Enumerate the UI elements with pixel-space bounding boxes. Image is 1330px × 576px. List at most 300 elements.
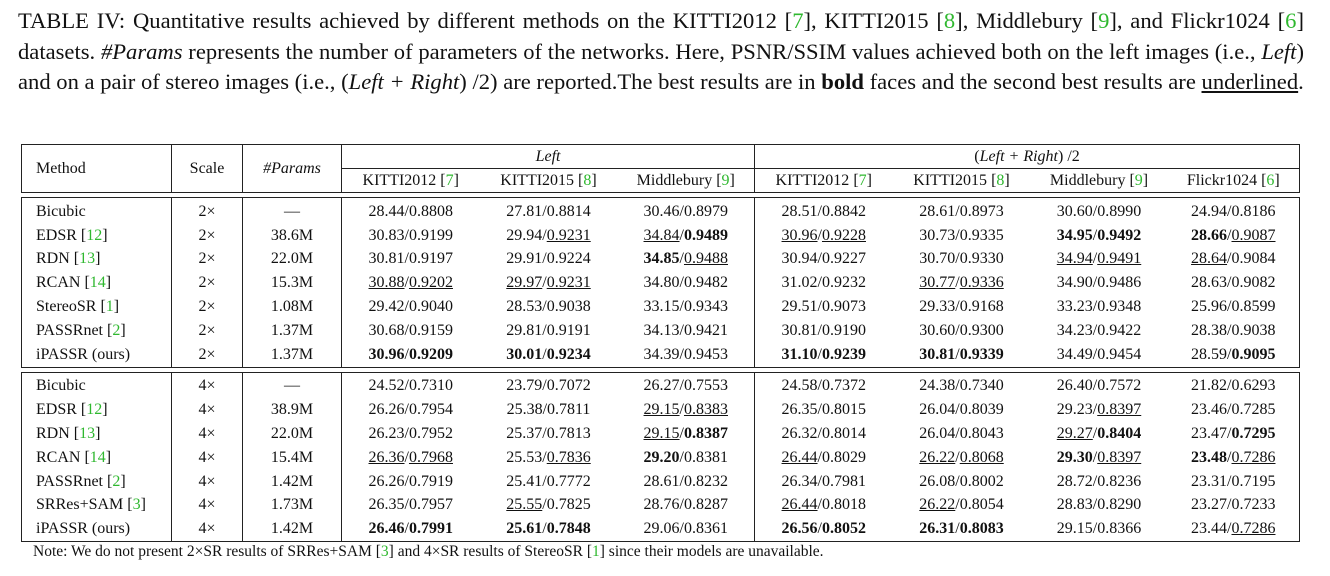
ssim-value: 0.7233 [1231, 496, 1276, 514]
params-cell: 38.9M [243, 398, 342, 422]
table-group-2x [22, 193, 1300, 368]
citation-link[interactable]: 9 [1134, 171, 1143, 189]
psnr-value: 25.53 [506, 448, 543, 466]
citation-link[interactable]: 2 [112, 321, 121, 339]
ssim-value: 0.9489 [683, 226, 728, 244]
ssim-value: 0.9095 [1231, 345, 1276, 363]
psnr-value: 34.13 [643, 321, 680, 339]
ssim-value: 0.9168 [959, 298, 1004, 316]
metric-cell: 26.35/0.8015 [781, 401, 866, 419]
table-note: Note: We do not present 2×SR results of SRRes+SAM [3] and 4×SR results of StereoSR [1] since their models are unavailable. [33, 543, 824, 560]
ssim-value: 0.7919 [408, 472, 453, 490]
psnr-value: 25.96 [1191, 298, 1228, 316]
psnr-value: 30.60 [919, 321, 956, 339]
metric-cell: 29.15/0.8366 [1031, 517, 1168, 541]
metric-cell: 28.76/0.8287 [618, 494, 755, 518]
metric-cell: 30.70/0.9330 [919, 250, 1004, 268]
ssim-value: 0.7285 [1231, 401, 1276, 419]
scale-cell: 4× [172, 398, 243, 422]
metric-cell: 28.44/0.8808 [368, 202, 453, 220]
table-row [22, 295, 1300, 319]
ssim-value: 0.8043 [959, 425, 1004, 443]
caption-label: TABLE IV: [18, 8, 126, 33]
citation-link[interactable]: 7 [858, 171, 867, 189]
psnr-value: 30.01 [506, 345, 543, 363]
method-cell: PASSRnet [2] [22, 319, 172, 343]
metric-cell: 25.37/0.7813 [506, 425, 591, 443]
ssim-value: 0.9300 [959, 321, 1004, 339]
table-row [22, 224, 1300, 248]
psnr-value: 30.60 [1056, 202, 1093, 220]
psnr-value: 30.94 [781, 250, 818, 268]
metric-cell: 29.81/0.9191 [506, 321, 591, 339]
metric-cell: 34.39/0.9453 [618, 343, 755, 367]
ssim-value: 0.9492 [1097, 226, 1142, 244]
ssim-value: 0.8029 [821, 448, 866, 466]
psnr-value: 34.39 [643, 345, 680, 363]
params-cell: 1.08M [243, 295, 342, 319]
psnr-value: 26.40 [1056, 377, 1093, 395]
metric-cell: 30.96/0.9209 [342, 343, 480, 367]
ssim-value: 0.9159 [408, 321, 453, 339]
ssim-value: 0.7572 [1097, 377, 1142, 395]
method-cell: RDN [13] [22, 248, 172, 272]
metric-cell: 26.04/0.8039 [919, 401, 1004, 419]
column-header-dataset: Flickr1024 [6] [1168, 169, 1300, 193]
ssim-value: 0.7836 [546, 448, 591, 466]
results-table [21, 144, 1300, 542]
ssim-value: 0.9224 [546, 250, 591, 268]
psnr-value: 29.27 [1056, 425, 1093, 443]
metric-cell: 29.42/0.9040 [368, 298, 453, 316]
ssim-value: 0.7072 [546, 377, 591, 395]
citation-link[interactable]: 14 [89, 274, 106, 292]
table-row [22, 517, 1300, 541]
ssim-value: 0.9231 [546, 226, 591, 244]
ssim-value: 0.9330 [959, 250, 1004, 268]
psnr-value: 30.70 [919, 250, 956, 268]
metric-cell: 26.31/0.8083 [893, 517, 1031, 541]
citation-link[interactable]: 2 [112, 472, 121, 490]
metric-cell: 23.27/0.7233 [1168, 494, 1300, 518]
ssim-value: 0.8068 [959, 448, 1004, 466]
ssim-value: 0.7981 [821, 472, 866, 490]
params-cell: 1.37M [243, 319, 342, 343]
ssim-value: 0.9228 [821, 226, 866, 244]
metric-cell: 29.15/0.8387 [618, 422, 755, 446]
metric-cell: 29.27/0.8404 [1056, 425, 1142, 443]
psnr-value: 34.85 [643, 250, 680, 268]
ssim-value: 0.8979 [683, 202, 728, 220]
psnr-value: 30.83 [368, 226, 405, 244]
scale-cell: 2× [172, 295, 243, 319]
scale-cell: 4× [172, 422, 243, 446]
metric-cell: 34.84/0.9489 [618, 224, 755, 248]
method-cell: Bicubic [22, 198, 172, 224]
ssim-value: 0.7952 [408, 425, 453, 443]
citation-link[interactable]: 14 [89, 448, 106, 466]
psnr-value: 28.61 [643, 472, 680, 490]
psnr-value: 26.22 [919, 448, 956, 466]
ssim-value: 0.7295 [1231, 425, 1276, 443]
column-header-scale: Scale [172, 145, 243, 193]
psnr-value: 23.79 [506, 377, 543, 395]
metric-cell: 26.23/0.7952 [368, 425, 453, 443]
ssim-value: 0.7825 [546, 496, 591, 514]
ssim-value: 0.7340 [959, 377, 1004, 395]
method-cell: StereoSR [1] [22, 295, 172, 319]
metric-cell: 30.73/0.9335 [919, 226, 1004, 244]
psnr-value: 28.59 [1191, 345, 1228, 363]
column-header-dataset: Middlebury [9] [1031, 169, 1168, 193]
psnr-value: 28.83 [1056, 496, 1093, 514]
psnr-value: 26.04 [919, 401, 956, 419]
metric-cell: 24.52/0.7310 [368, 377, 453, 395]
ssim-value: 0.8015 [821, 401, 866, 419]
psnr-value: 27.81 [506, 202, 543, 220]
psnr-value: 28.64 [1191, 250, 1228, 268]
method-cell: SRRes+SAM [3] [22, 494, 172, 518]
metric-cell: 30.68/0.9159 [368, 321, 453, 339]
ssim-value: 0.8381 [683, 448, 728, 466]
metric-cell: 23.44/0.7286 [1168, 517, 1300, 541]
psnr-value: 30.88 [368, 274, 405, 292]
psnr-value: 34.95 [1056, 226, 1093, 244]
metric-cell: 29.51/0.9073 [781, 298, 866, 316]
psnr-value: 28.61 [919, 202, 956, 220]
ssim-value: 0.8186 [1231, 202, 1276, 220]
psnr-value: 28.53 [506, 298, 543, 316]
table-caption: TABLE IV: Quantitative results achieved by different methods on the KITTI2012 [7], KITTI2015 [8], Middlebury [9], and Flickr1024 [6] datasets. #Params represents the number of parameters of the networks. Here, PSNR/SSIM values achieved both on the left images (i.e., Left) and on a pair of stereo images (i.e., (Left + Right) /2) are reported.The best results are in bold faces and the second best results are underlined. [18, 8, 1304, 94]
psnr-value: 25.61 [506, 520, 543, 538]
citation-link[interactable]: 3 [380, 543, 389, 560]
ssim-value: 0.7811 [547, 401, 591, 419]
ssim-value: 0.9454 [1097, 345, 1142, 363]
ssim-value: 0.9491 [1097, 250, 1142, 268]
metric-cell: 29.15/0.8383 [618, 398, 755, 422]
psnr-value: 33.23 [1056, 298, 1093, 316]
psnr-value: 30.81 [919, 345, 956, 363]
psnr-value: 29.42 [368, 298, 405, 316]
citation-link[interactable]: 9 [1098, 8, 1110, 33]
metric-cell: 31.10/0.9239 [755, 343, 893, 367]
ssim-value: 0.9038 [1231, 321, 1276, 339]
psnr-value: 26.36 [368, 448, 405, 466]
metric-cell: 29.20/0.8381 [618, 446, 755, 470]
citation-link[interactable]: 12 [86, 226, 103, 244]
metric-cell: 30.77/0.9336 [919, 274, 1004, 292]
psnr-value: 28.72 [1056, 472, 1093, 490]
params-cell: 1.42M [243, 517, 342, 541]
metric-cell: 30.83/0.9199 [368, 226, 453, 244]
scale-cell: 2× [172, 198, 243, 224]
metric-cell: 29.23/0.8397 [1056, 401, 1142, 419]
metric-cell: 25.96/0.8599 [1168, 295, 1300, 319]
ssim-value: 0.8397 [1097, 401, 1142, 419]
psnr-value: 28.76 [643, 496, 680, 514]
citation-link[interactable]: 6 [1266, 171, 1275, 189]
table-row [22, 494, 1300, 518]
metric-cell: 27.81/0.8814 [506, 202, 591, 220]
ssim-value: 0.9038 [546, 298, 591, 316]
method-cell: RCAN [14] [22, 446, 172, 470]
column-header-params: #Params [243, 145, 342, 193]
psnr-value: 31.02 [781, 274, 818, 292]
scale-cell: 2× [172, 224, 243, 248]
scale-cell: 2× [172, 248, 243, 272]
metric-cell: 21.82/0.6293 [1168, 372, 1300, 398]
ssim-value: 0.8287 [683, 496, 728, 514]
psnr-value: 34.23 [1056, 321, 1093, 339]
table-group-4x [22, 367, 1300, 542]
psnr-value: 26.44 [781, 448, 818, 466]
ssim-value: 0.8973 [959, 202, 1004, 220]
method-cell: RCAN [14] [22, 271, 172, 295]
scale-cell: 4× [172, 372, 243, 398]
ssim-value: 0.7286 [1231, 448, 1276, 466]
psnr-value: 24.52 [368, 377, 405, 395]
psnr-value: 34.49 [1056, 345, 1093, 363]
metric-cell: 26.44/0.8029 [781, 448, 866, 466]
ssim-value: 0.9082 [1231, 274, 1276, 292]
ssim-value: 0.7957 [408, 496, 453, 514]
metric-cell: 26.56/0.8052 [755, 517, 893, 541]
metric-cell: 30.01/0.9234 [480, 343, 618, 367]
metric-cell: 26.08/0.8002 [919, 472, 1004, 490]
table-row [22, 446, 1300, 470]
metric-cell: 23.79/0.7072 [506, 377, 591, 395]
psnr-value: 25.41 [506, 472, 543, 490]
ssim-value: 0.9335 [959, 226, 1004, 244]
metric-cell: 30.60/0.8990 [1056, 202, 1142, 220]
psnr-value: 29.94 [506, 226, 543, 244]
group-header-left: Left [342, 145, 755, 169]
ssim-value: 0.7991 [408, 520, 453, 538]
ssim-value: 0.9209 [408, 345, 453, 363]
ssim-value: 0.7954 [408, 401, 453, 419]
ssim-value: 0.6293 [1231, 377, 1276, 395]
metric-cell: 26.26/0.7954 [368, 401, 453, 419]
ssim-value: 0.9336 [959, 274, 1004, 292]
scale-cell: 2× [172, 319, 243, 343]
metric-cell: 25.41/0.7772 [506, 472, 591, 490]
ssim-value: 0.8014 [821, 425, 866, 443]
ssim-value: 0.7553 [683, 377, 728, 395]
metric-cell: 24.38/0.7340 [919, 377, 1004, 395]
metric-cell: 34.85/0.9488 [618, 248, 755, 272]
params-cell: 15.4M [243, 446, 342, 470]
params-cell: 15.3M [243, 271, 342, 295]
psnr-value: 29.15 [643, 425, 680, 443]
column-header-method: Method [22, 145, 172, 193]
psnr-value: 26.08 [919, 472, 956, 490]
params-cell: — [243, 372, 342, 398]
ssim-value: 0.7286 [1231, 520, 1276, 538]
citation-link[interactable]: 3 [132, 496, 141, 514]
metric-cell: 26.22/0.8068 [919, 448, 1004, 466]
metric-cell: 29.97/0.9231 [506, 274, 591, 292]
psnr-value: 30.77 [919, 274, 956, 292]
psnr-value: 34.94 [1056, 250, 1093, 268]
metric-cell: 34.23/0.9422 [1056, 321, 1142, 339]
metric-cell: 26.46/0.7991 [342, 517, 480, 541]
psnr-value: 26.46 [368, 520, 405, 538]
ssim-value: 0.9087 [1231, 226, 1276, 244]
ssim-value: 0.7968 [408, 448, 453, 466]
scale-cell: 4× [172, 446, 243, 470]
table-row [22, 271, 1300, 295]
metric-cell: 34.94/0.9491 [1056, 250, 1142, 268]
column-header-dataset: KITTI2012 [7] [342, 169, 480, 193]
psnr-value: 25.55 [506, 496, 543, 514]
psnr-value: 31.10 [781, 345, 818, 363]
metric-cell: 28.83/0.8290 [1056, 496, 1142, 514]
metric-cell: 30.81/0.9197 [368, 250, 453, 268]
psnr-value: 23.48 [1191, 448, 1228, 466]
params-cell: 1.73M [243, 494, 342, 518]
ssim-value: 0.9202 [408, 274, 453, 292]
metric-cell: 28.66/0.9087 [1168, 224, 1300, 248]
ssim-value: 0.9422 [1097, 321, 1142, 339]
ssim-value: 0.9486 [1097, 274, 1142, 292]
table-row [22, 343, 1300, 367]
citation-link[interactable]: 8 [943, 8, 956, 33]
metric-cell: 28.64/0.9084 [1168, 248, 1300, 272]
metric-cell: 24.58/0.7372 [781, 377, 866, 395]
psnr-value: 26.26 [368, 472, 405, 490]
ssim-value: 0.8383 [683, 401, 728, 419]
metric-cell: 33.23/0.9348 [1056, 298, 1142, 316]
ssim-value: 0.9040 [408, 298, 453, 316]
metric-cell: 24.94/0.8186 [1168, 198, 1300, 224]
table-row [22, 372, 1300, 398]
citation-link[interactable]: 6 [1285, 8, 1297, 33]
psnr-value: 25.38 [506, 401, 543, 419]
psnr-value: 26.26 [368, 401, 405, 419]
citation-link[interactable]: 9 [721, 171, 730, 189]
psnr-value: 24.58 [781, 377, 818, 395]
ssim-value: 0.9073 [821, 298, 866, 316]
psnr-value: 28.63 [1191, 274, 1228, 292]
metric-cell: 28.63/0.9082 [1168, 271, 1300, 295]
ssim-value: 0.9453 [683, 345, 728, 363]
ssim-value: 0.9339 [959, 345, 1004, 363]
ssim-value: 0.7848 [546, 520, 591, 538]
metric-cell: 25.38/0.7811 [506, 401, 591, 419]
ssim-value: 0.9227 [821, 250, 866, 268]
citation-link[interactable]: 12 [86, 401, 103, 419]
psnr-value: 28.44 [368, 202, 405, 220]
psnr-value: 26.44 [781, 496, 818, 514]
metric-cell: 28.38/0.9038 [1168, 319, 1300, 343]
psnr-value: 25.37 [506, 425, 543, 443]
psnr-value: 30.46 [643, 202, 680, 220]
method-cell: iPASSR (ours) [22, 517, 172, 541]
psnr-value: 29.97 [506, 274, 543, 292]
ssim-value: 0.7195 [1231, 472, 1276, 490]
psnr-value: 26.34 [781, 472, 818, 490]
ssim-value: 0.9191 [546, 321, 591, 339]
citation-link[interactable]: 8 [583, 171, 592, 189]
psnr-value: 30.73 [919, 226, 956, 244]
psnr-value: 26.22 [919, 496, 956, 514]
metric-cell: 34.95/0.9492 [1056, 226, 1142, 244]
citation-link[interactable]: 13 [79, 250, 96, 268]
metric-cell: 23.48/0.7286 [1168, 446, 1300, 470]
citation-link[interactable]: 1 [105, 298, 114, 316]
citation-link[interactable]: 13 [79, 425, 96, 443]
psnr-value: 26.56 [781, 520, 818, 538]
scale-cell: 2× [172, 343, 243, 367]
ssim-value: 0.8599 [1231, 298, 1276, 316]
metric-cell: 30.88/0.9202 [368, 274, 453, 292]
citation-link[interactable]: 7 [792, 8, 804, 33]
psnr-value: 26.04 [919, 425, 956, 443]
metric-cell: 28.53/0.9038 [506, 298, 591, 316]
citation-link[interactable]: 8 [996, 171, 1005, 189]
metric-cell: 30.94/0.9227 [781, 250, 866, 268]
metric-cell: 26.27/0.7553 [618, 372, 755, 398]
column-header-dataset: KITTI2015 [8] [893, 169, 1031, 193]
psnr-value: 28.51 [781, 202, 818, 220]
table-row [22, 422, 1300, 446]
ssim-value: 0.9421 [683, 321, 728, 339]
table-row [22, 319, 1300, 343]
psnr-value: 26.32 [781, 425, 818, 443]
metric-cell: 23.31/0.7195 [1168, 470, 1300, 494]
psnr-value: 26.35 [781, 401, 818, 419]
citation-link[interactable]: 1 [592, 543, 600, 560]
psnr-value: 30.81 [781, 321, 818, 339]
results-table-wrapper [21, 144, 1299, 542]
metric-cell: 30.60/0.9300 [919, 321, 1004, 339]
metric-cell: 26.22/0.8054 [919, 496, 1004, 514]
group-header-left-right: (Left + Right) /2 [755, 145, 1300, 169]
psnr-value: 29.30 [1056, 448, 1093, 466]
psnr-value: 30.81 [368, 250, 405, 268]
psnr-value: 24.94 [1191, 202, 1228, 220]
table-row [22, 470, 1300, 494]
psnr-value: 23.31 [1191, 472, 1228, 490]
metric-cell: 23.47/0.7295 [1168, 422, 1300, 446]
params-cell: 38.6M [243, 224, 342, 248]
ssim-value: 0.8002 [959, 472, 1004, 490]
metric-cell: 31.02/0.9232 [781, 274, 866, 292]
psnr-value: 34.80 [643, 274, 680, 292]
table-row [22, 198, 1300, 224]
metric-cell: 26.26/0.7919 [368, 472, 453, 490]
metric-cell: 26.35/0.7957 [368, 496, 453, 514]
metric-cell: 26.40/0.7572 [1056, 377, 1142, 395]
metric-cell: 29.30/0.8397 [1056, 448, 1142, 466]
ssim-value: 0.8387 [683, 425, 728, 443]
psnr-value: 34.84 [643, 226, 680, 244]
psnr-value: 29.15 [1056, 520, 1093, 538]
ssim-value: 0.9084 [1231, 250, 1276, 268]
params-cell: 1.42M [243, 470, 342, 494]
ssim-value: 0.8361 [683, 520, 728, 538]
ssim-value: 0.8842 [821, 202, 866, 220]
ssim-value: 0.9239 [821, 345, 866, 363]
method-cell: Bicubic [22, 372, 172, 398]
psnr-value: 30.96 [368, 345, 405, 363]
ssim-value: 0.9197 [408, 250, 453, 268]
citation-link[interactable]: 7 [445, 171, 454, 189]
metric-cell: 23.46/0.7285 [1168, 398, 1300, 422]
metric-cell: 26.34/0.7981 [781, 472, 866, 490]
ssim-value: 0.8054 [959, 496, 1004, 514]
column-header-dataset: KITTI2015 [8] [480, 169, 618, 193]
